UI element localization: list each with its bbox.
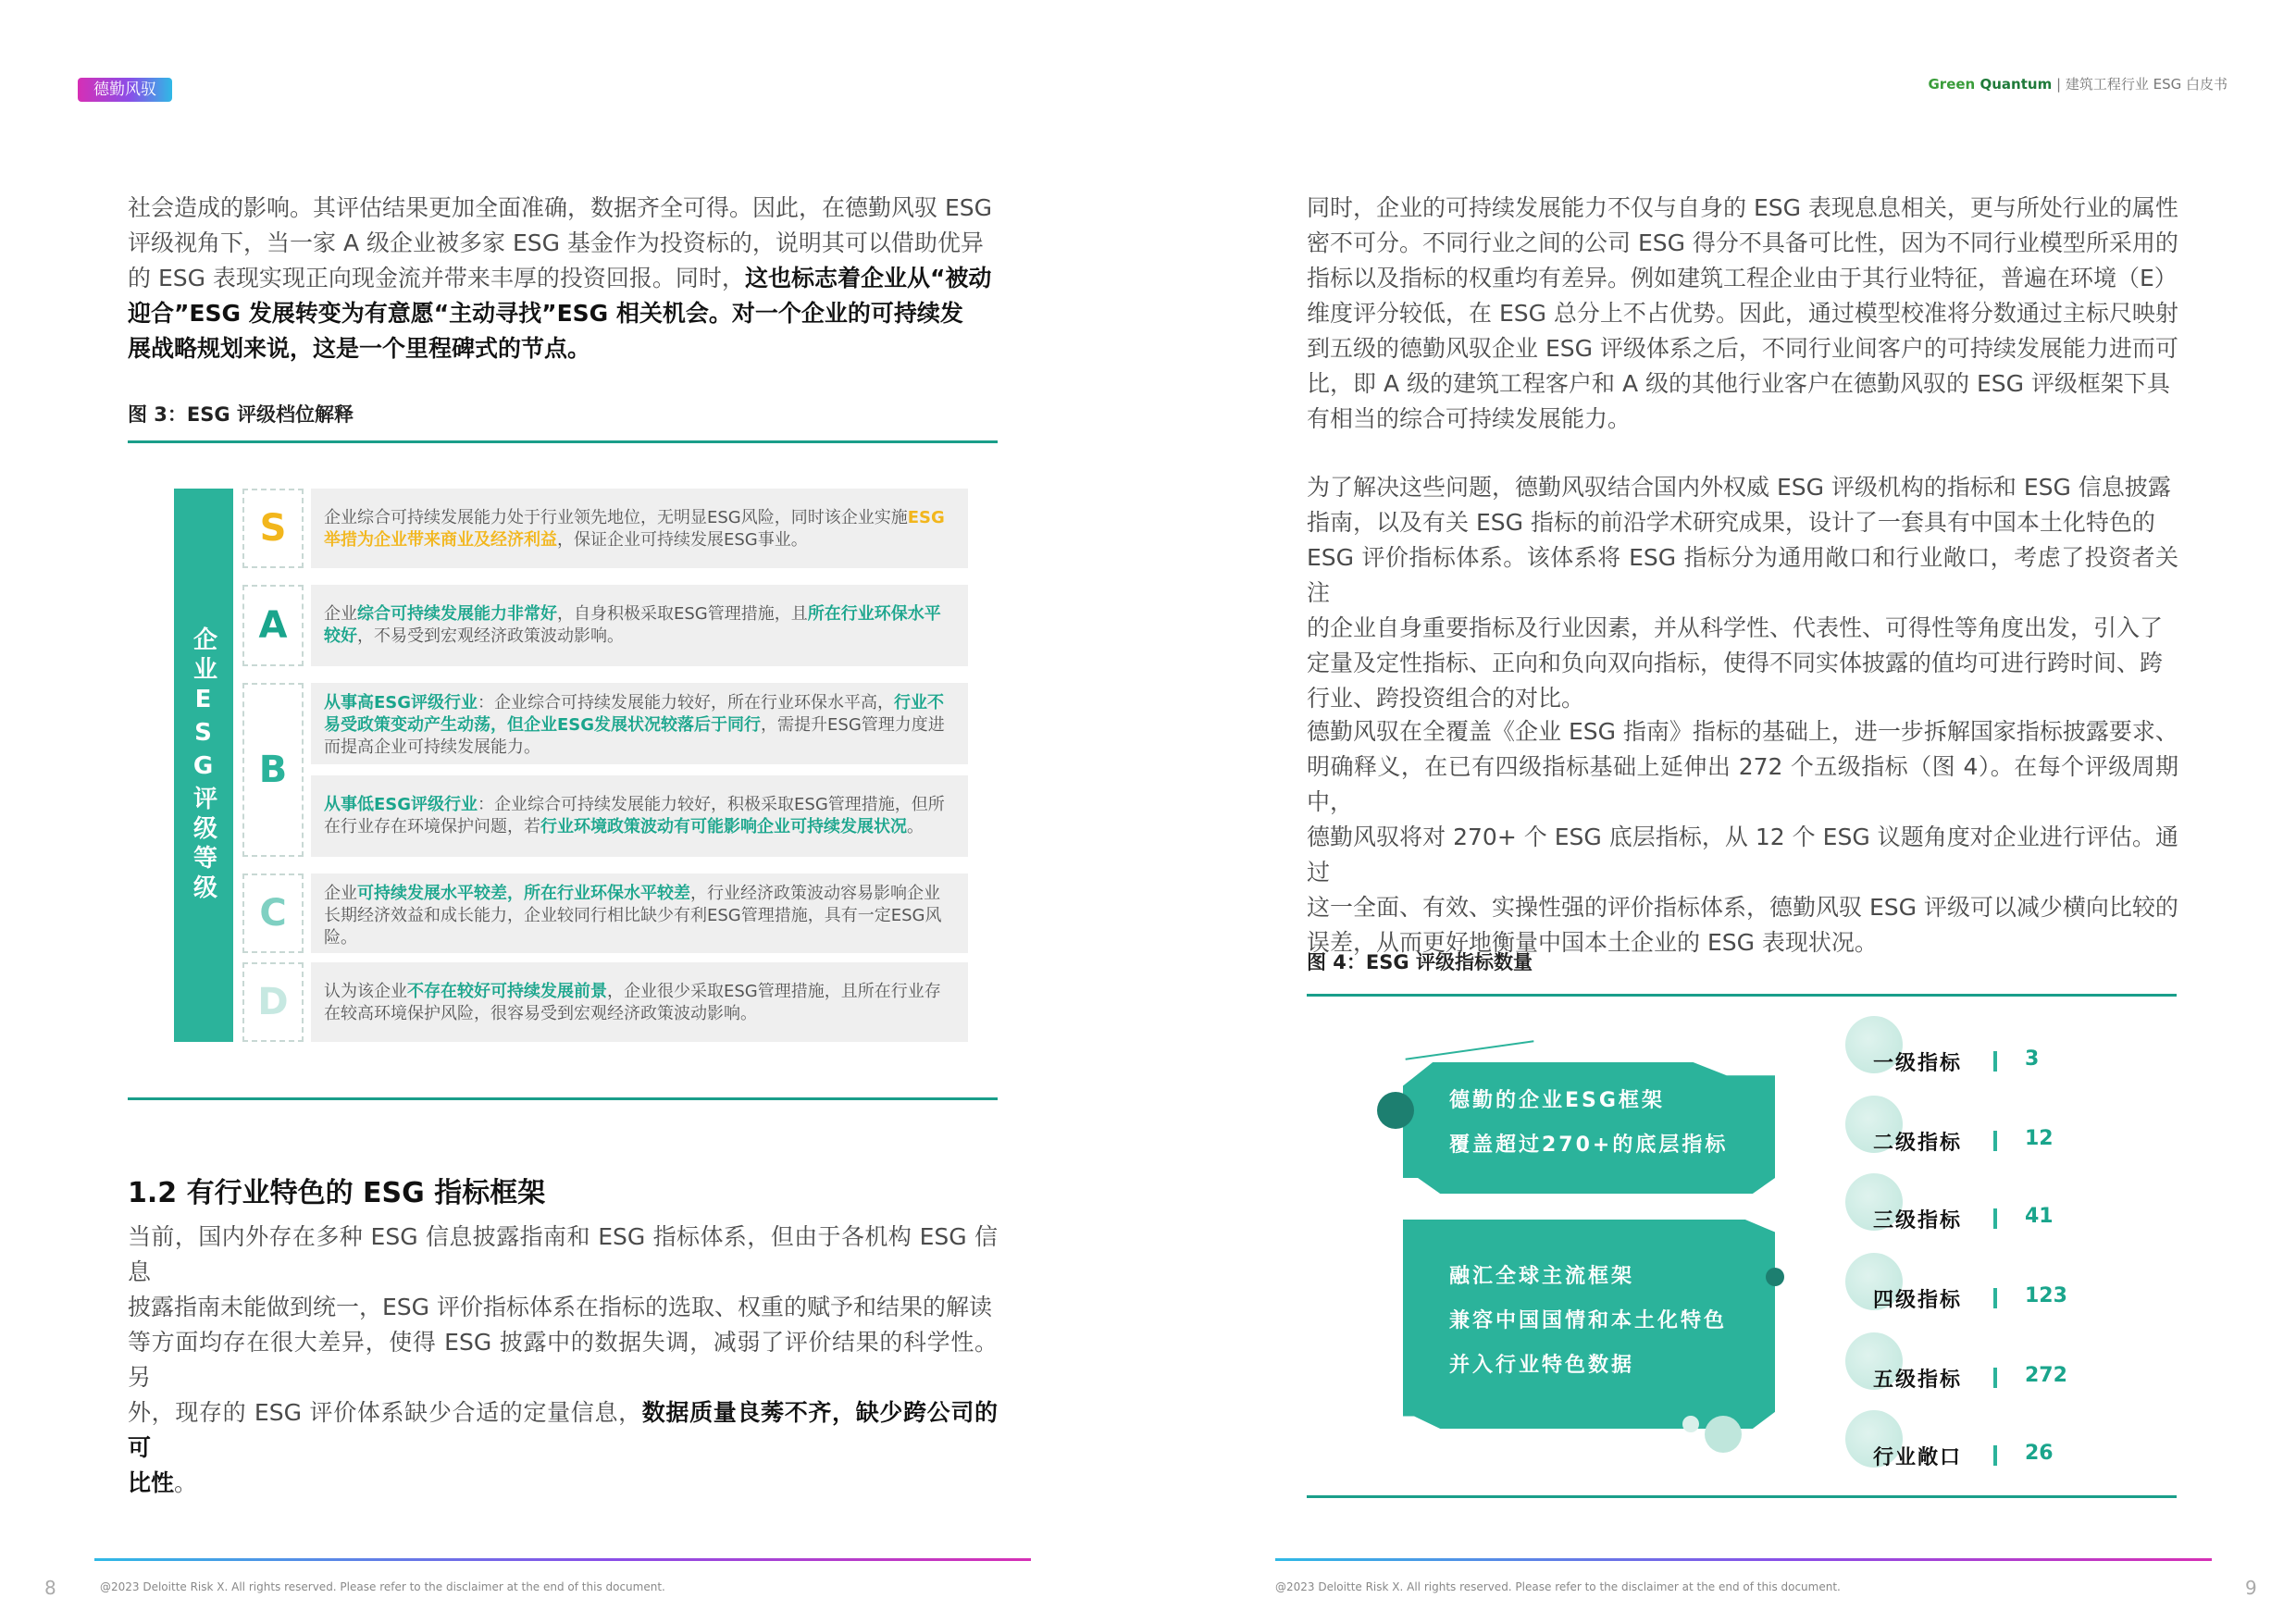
- grade-a-description: 企业综合可持续发展能力非常好，自身积极采取ESG管理措施，且所在行业环保水平较好，不易受到宏观经济政策波动影响。: [311, 585, 968, 666]
- grade-s-description: 企业综合可持续发展能力处于行业领先地位，无明显ESG风险，同时该企业实施ESG举措为企业带来商业及经济利益，保证企业可持续发展ESG事业。: [311, 489, 968, 568]
- right-paragraph-2: 为了解决这些问题，德勤风驭结合国内外权威 ESG 评级机构的指标和 ESG 信息披露 指南，以及有关 ESG 指标的前沿学术研究成果，设计了一套具有中国本土化特色的 ESG 评价指标体系。该体系将 ESG 指标分为通用敞口和行业敞口，考虑了投资者关注 的企业自身重要指标及行业因素，并从科学性、代表性、可得性等角度出发，引入了 定量及定性指标、正向和负向双向指标，使得不同实体披露的值均可进行跨时间、跨 行业、跨投资组合的对比。: [1307, 474, 2178, 712]
- grade-a-letter: A: [242, 585, 304, 666]
- level-5-value: 272: [2025, 1364, 2067, 1387]
- figure-3-bottom-rule: [128, 1097, 998, 1100]
- figure-4-title: 图 4：ESG 评级指标数量: [1307, 951, 1533, 973]
- brand-badge: 德勤风驭: [78, 78, 172, 102]
- industry-exposure-separator: [1993, 1445, 1997, 1466]
- level-2-label: 二级指标: [1873, 1132, 1963, 1155]
- level-1-value: 3: [2025, 1047, 2040, 1071]
- level-3-value: 41: [2025, 1205, 2054, 1228]
- level-4-value: 123: [2025, 1284, 2067, 1307]
- figure-3-top-rule: [128, 440, 998, 443]
- framework-box-2-text: 融汇全球主流框架 兼容中国国情和本土化特色 并入行业特色数据: [1449, 1265, 1728, 1377]
- intro-paragraph: 社会造成的影响。其评估结果更加全面准确，数据齐全可得。因此，在德勤风驭 ESG 评级视角下，当一家 A 级企业被多家 ESG 基金作为投资标的，说明其可以借助优异 的 ESG 表现实现正向现金流并带来丰厚的投资回报。同时，这也标志着企业从“被动 迎合”ESG 发展转变为有意愿“主动寻找”ESG 相关机会。对一个企业的可持续发 展战略规划来说，这是一个里程碑式的节点。: [128, 194, 992, 362]
- industry-exposure-label: 行业敞口: [1873, 1446, 1963, 1469]
- grade-c-letter: C: [242, 873, 304, 953]
- grade-c-description: 企业可持续发展水平较差，所在行业环保水平较差，行业经济政策波动容易影响企业长期经济效益和成长能力，企业较同行相比缺少有利ESG管理措施，具有一定ESG风险。: [311, 873, 968, 953]
- decor-bubble-1: [1705, 1416, 1742, 1453]
- level-3-separator: [1993, 1208, 1997, 1229]
- level-5-label: 五级指标: [1873, 1369, 1963, 1392]
- level-1-separator: [1993, 1051, 1997, 1072]
- decor-bubble-2: [1682, 1416, 1699, 1432]
- brand-logo: Green Quantum: [1928, 76, 2053, 93]
- figure-4-bottom-rule: [1307, 1495, 2177, 1498]
- level-1-label: 一级指标: [1873, 1052, 1963, 1075]
- industry-exposure-value: 26: [2025, 1442, 2054, 1465]
- footer-line-left: [94, 1558, 1031, 1561]
- copyright-right: @2023 Deloitte Risk X. All rights reserved. Please refer to the disclaimer at the end of this document.: [1275, 1580, 1841, 1593]
- section-title: 1.2 有行业特色的 ESG 指标框架: [128, 1177, 546, 1209]
- grade-b-description-low: 从事低ESG评级行业：企业综合可持续发展能力较好，积极采取ESG管理措施，但所在行业存在环境保护问题，若行业环境政策波动有可能影响企业可持续发展状况。: [311, 775, 968, 857]
- figure-3-title: 图 3：ESG 评级档位解释: [128, 403, 354, 426]
- grade-d-description: 认为该企业不存在较好可持续发展前景，企业很少采取ESG管理措施，且所在行业存在较高环境保护风险，很容易受到宏观经济政策波动影响。: [311, 962, 968, 1042]
- framework-box-1-text: 德勤的企业ESG框架 覆盖超过270+的底层指标: [1449, 1089, 1729, 1157]
- grade-s-letter: S: [242, 489, 304, 568]
- grade-b-description-high: 从事高ESG评级行业：企业综合可持续发展能力较好，所在行业环保水平高，行业不易受政策变动产生动荡，但企业ESG发展状况较落后于同行，需提升ESG管理力度进而提高企业可持续发展能力。: [311, 683, 968, 764]
- level-4-label: 四级指标: [1873, 1289, 1963, 1312]
- grade-d-letter: D: [242, 962, 304, 1042]
- section-paragraph: 当前，国内外存在多种 ESG 信息披露指南和 ESG 指标体系，但由于各机构 ESG 信息 披露指南未能做到统一，ESG 评价指标体系在指标的选取、权重的赋予和结果的解读 等方面均存在很大差异，使得 ESG 披露中的数据失调，减弱了评价结果的科学性。另 外，现存的 ESG 评价体系缺少合适的定量信息，数据质量良莠不齐，缺少跨公司的可 比性。: [128, 1223, 998, 1496]
- decor-dot-small: [1766, 1268, 1784, 1286]
- footer-line-right: [1275, 1558, 2212, 1561]
- figure-4-top-rule: [1307, 994, 2177, 997]
- level-2-value: 12: [2025, 1127, 2054, 1150]
- level-2-separator: [1993, 1131, 1997, 1151]
- page-number-right: 9: [2245, 1577, 2257, 1599]
- right-paragraph-3: 德勤风驭在全覆盖《企业 ESG 指南》指标的基础上，进一步拆解国家指标披露要求、 明确释义，在已有四级指标基础上延伸出 272 个五级指标（图 4）。在每个评级周期中， 德勤风驭将对 270+ 个 ESG 底层指标，从 12 个 ESG 议题角度对企业进行评估。通过 这一全面、有效、实操性强的评价指标体系，德勤风驭 ESG 评级可以减少横向比较的 误差，从而更好地衡量中国本土企业的 ESG 表现状况。: [1307, 718, 2178, 956]
- decor-dot-large: [1377, 1092, 1414, 1129]
- level-3-label: 三级指标: [1873, 1209, 1963, 1233]
- level-5-separator: [1993, 1368, 1997, 1388]
- right-paragraph-1: 同时，企业的可持续发展能力不仅与自身的 ESG 表现息息相关，更与所处行业的属性 密不可分。不同行业之间的公司 ESG 得分不具备可比性，因为不同行业模型所采用的 指标以及指标的权重均有差异。例如建筑工程企业由于其行业特征，普遍在环境（E） 维度评分较低，在 ESG 总分上不占优势。因此，通过模型校准将分数通过主标尺映射 到五级的德勤风驭企业 ESG 评级体系之后，不同行业间客户的可持续发展能力进而可 比，即 A 级的建筑工程客户和 A 级的其他行业客户在德勤风驭的 ESG 评级框架下具 有相当的综合可持续发展能力。: [1307, 194, 2178, 432]
- copyright-left: @2023 Deloitte Risk X. All rights reserved. Please refer to the disclaimer at the end of this document.: [100, 1580, 665, 1593]
- level-4-separator: [1993, 1288, 1997, 1308]
- header-doc-title: Green Quantum | 建筑工程行业 ESG 白皮书: [1928, 76, 2228, 93]
- grade-b-letter: B: [242, 683, 304, 857]
- page-number-left: 8: [44, 1577, 56, 1599]
- esg-grade-vertical-label: 企业ESG评级等级: [174, 489, 233, 1042]
- decor-line-top: [1406, 1040, 1534, 1059]
